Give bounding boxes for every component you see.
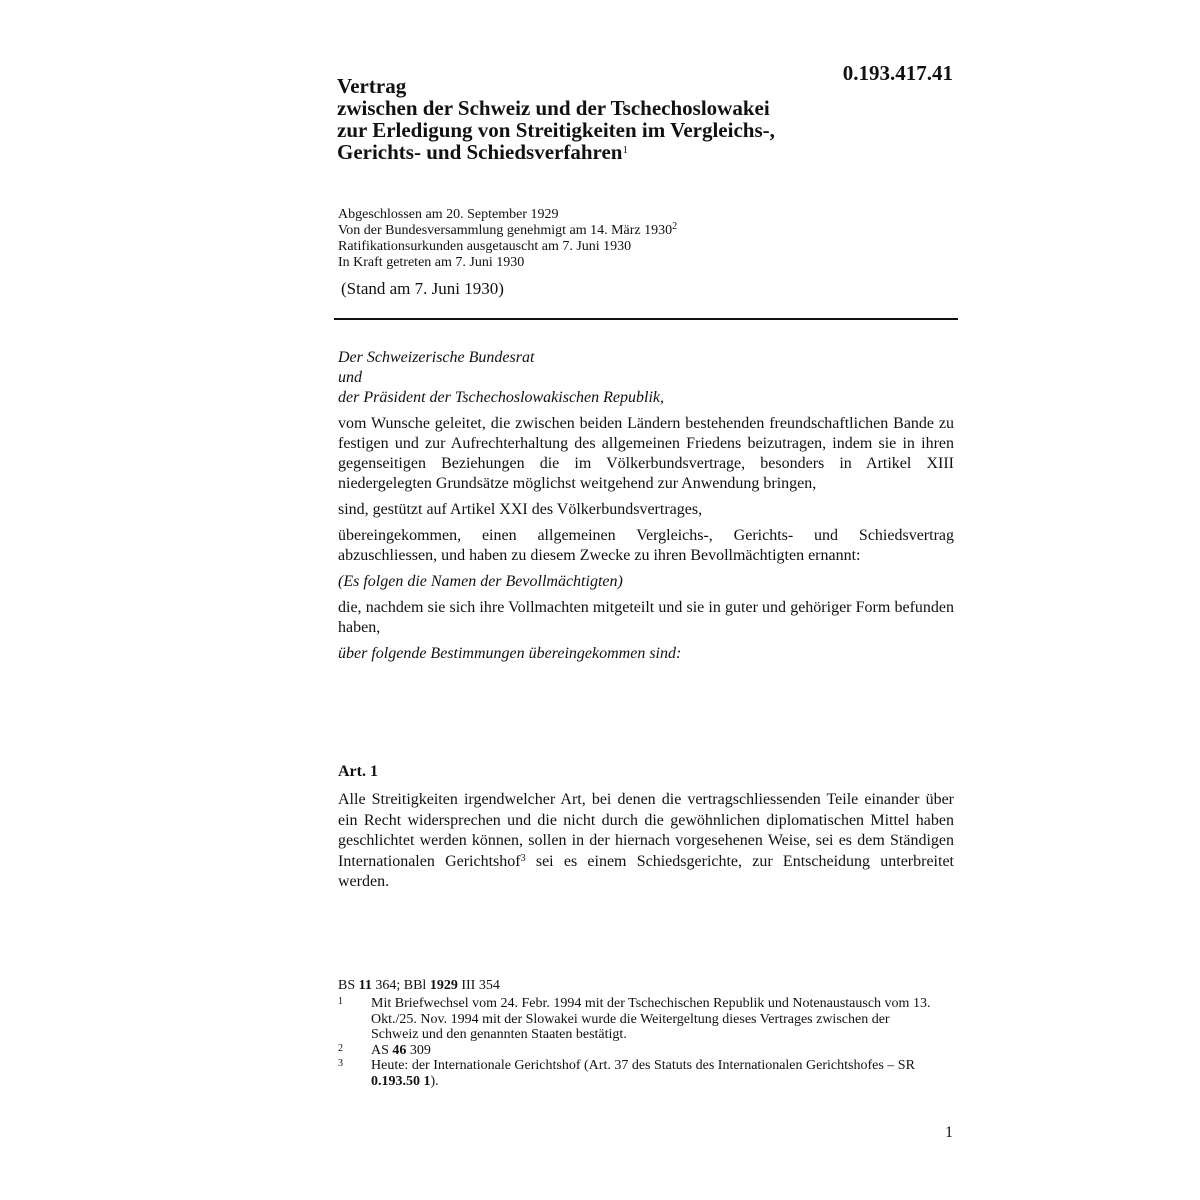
footnote-number: 1 — [338, 996, 343, 1007]
party-1: Der Schweizerische Bundesrat — [338, 349, 535, 366]
approved-date — [338, 223, 838, 239]
footnote-text: Mit Briefwechsel vom 24. Febr. 1994 mit der Tschechischen Republik und Notenaustausch vom 13. Okt./25. Nov. 1994 mit der Slowakei wurde die Weitergeltung dieses Vertrages zwischen der Schweiz und den genannten Staaten bestätigt. — [371, 996, 931, 1042]
source-volume: 1929 — [429, 978, 458, 993]
party-2: der Präsident der Tschechoslowakischen Republik, — [338, 389, 665, 406]
article-1-heading: Art. 1 — [338, 763, 378, 780]
source-volume: 11 — [358, 978, 372, 993]
footnote-number: 2 — [338, 1042, 343, 1054]
preamble-closing: über folgende Bestimmungen übereingekommen sind: — [338, 645, 682, 662]
footnote-number: 3 — [338, 1058, 343, 1069]
preamble-paragraph: übereingekommen, einen allgemeinen Vergleichs-, Gerichts- und Schiedsvertrag abzuschliessen, und haben zu diesem Zwecke zu ihren Bevollmächtigten ernannt: — [338, 527, 954, 564]
header-divider — [334, 318, 958, 320]
footnote-ref-2[interactable]: 2 — [672, 221, 678, 232]
title-line: zur Erledigung von Streitigkeiten im Vergleichs-, — [337, 118, 775, 142]
page-number: 1 — [945, 1124, 953, 1141]
preamble-paragraph: die, nachdem sie sich ihre Vollmachten mitgeteilt und sie in guter und gehöriger Form befunden haben, — [338, 599, 954, 636]
in-force-date: In Kraft getreten am 7. Juni 1930 — [338, 255, 525, 270]
enactment-metadata — [338, 207, 838, 271]
footnote-link[interactable]: 0.193.50 1 — [371, 1073, 431, 1089]
sr-number: 0.193.417.41 — [842, 61, 953, 85]
article-1-text-part: sei es einem Schiedsgerichte, zur Entscheidung unterbreitet werden. — [338, 852, 954, 890]
title-line-text: Gerichts- und Schiedsverfahren — [337, 140, 623, 164]
source-text: III 354 — [457, 978, 500, 993]
footnote-text: ). — [430, 1073, 439, 1089]
conjunction: und — [338, 369, 362, 386]
footnotes — [338, 978, 938, 1089]
footnote-text: AS — [371, 1042, 393, 1058]
title-line: Vertrag — [337, 74, 407, 98]
footnote-2 — [338, 1043, 938, 1059]
source-text: BS — [338, 978, 359, 993]
title-line — [337, 141, 937, 163]
footnote-text: Heute: der Internationale Gerichtshof (Art. 37 des Statuts des Internationalen Gerichtshofes – SR — [371, 1058, 915, 1073]
preamble — [338, 348, 954, 670]
source-reference — [338, 978, 938, 994]
footnote-ref-3[interactable]: 3 — [520, 852, 526, 864]
article-1-text — [338, 790, 954, 893]
footnote-bold: 46 — [392, 1042, 407, 1058]
source-text: 364; BBl — [371, 978, 430, 993]
concluded-date: Abgeschlossen am 20. September 1929 — [338, 207, 559, 222]
preamble-paragraph: sind, gestützt auf Artikel XXI des Völkerbundsvertrages, — [338, 501, 703, 518]
preamble-paragraph: vom Wunsche geleitet, die zwischen beiden Ländern bestehenden freundschaftlichen Bande zu festigen und zur Aufrechterhaltung des allgemeinen Friedens beizutragen, indem sie in ihren gegenseitigen Beziehungen die im Völkerbundsvertrage, besonders in Artikel XIII niedergelegten Grundsätze möglichst weitgehend zur Anwendung bringen, — [338, 415, 954, 492]
footnote-ref-1[interactable]: 1 — [622, 144, 628, 156]
preamble-note: (Es folgen die Namen der Bevollmächtigten) — [338, 573, 623, 590]
footnote-text: 309 — [406, 1042, 431, 1058]
footnote-3 — [338, 1058, 938, 1089]
approved-text: Von der Bundesversammlung genehmigt am 14. März 1930 — [338, 223, 673, 238]
article-1-text-part: Alle Streitigkeiten irgendwelcher Art, bei denen die vertragschliessenden Teile einander über ein Recht widersprechen und die nicht durch die gewöhnlichen diplomatischen Mittel haben geschlichtet werden können, sollen in der hiernach vorgesehenen Weise, sei es dem Ständigen Internationalen Gerichtshof — [338, 791, 954, 870]
status-date: (Stand am 7. Juni 1930) — [341, 279, 504, 298]
title-line: zwischen der Schweiz und der Tschechoslowakei — [337, 96, 770, 120]
document-title — [337, 75, 937, 163]
footnote-1 — [338, 996, 938, 1043]
ratification-date: Ratifikationsurkunden ausgetauscht am 7. Juni 1930 — [338, 239, 632, 254]
